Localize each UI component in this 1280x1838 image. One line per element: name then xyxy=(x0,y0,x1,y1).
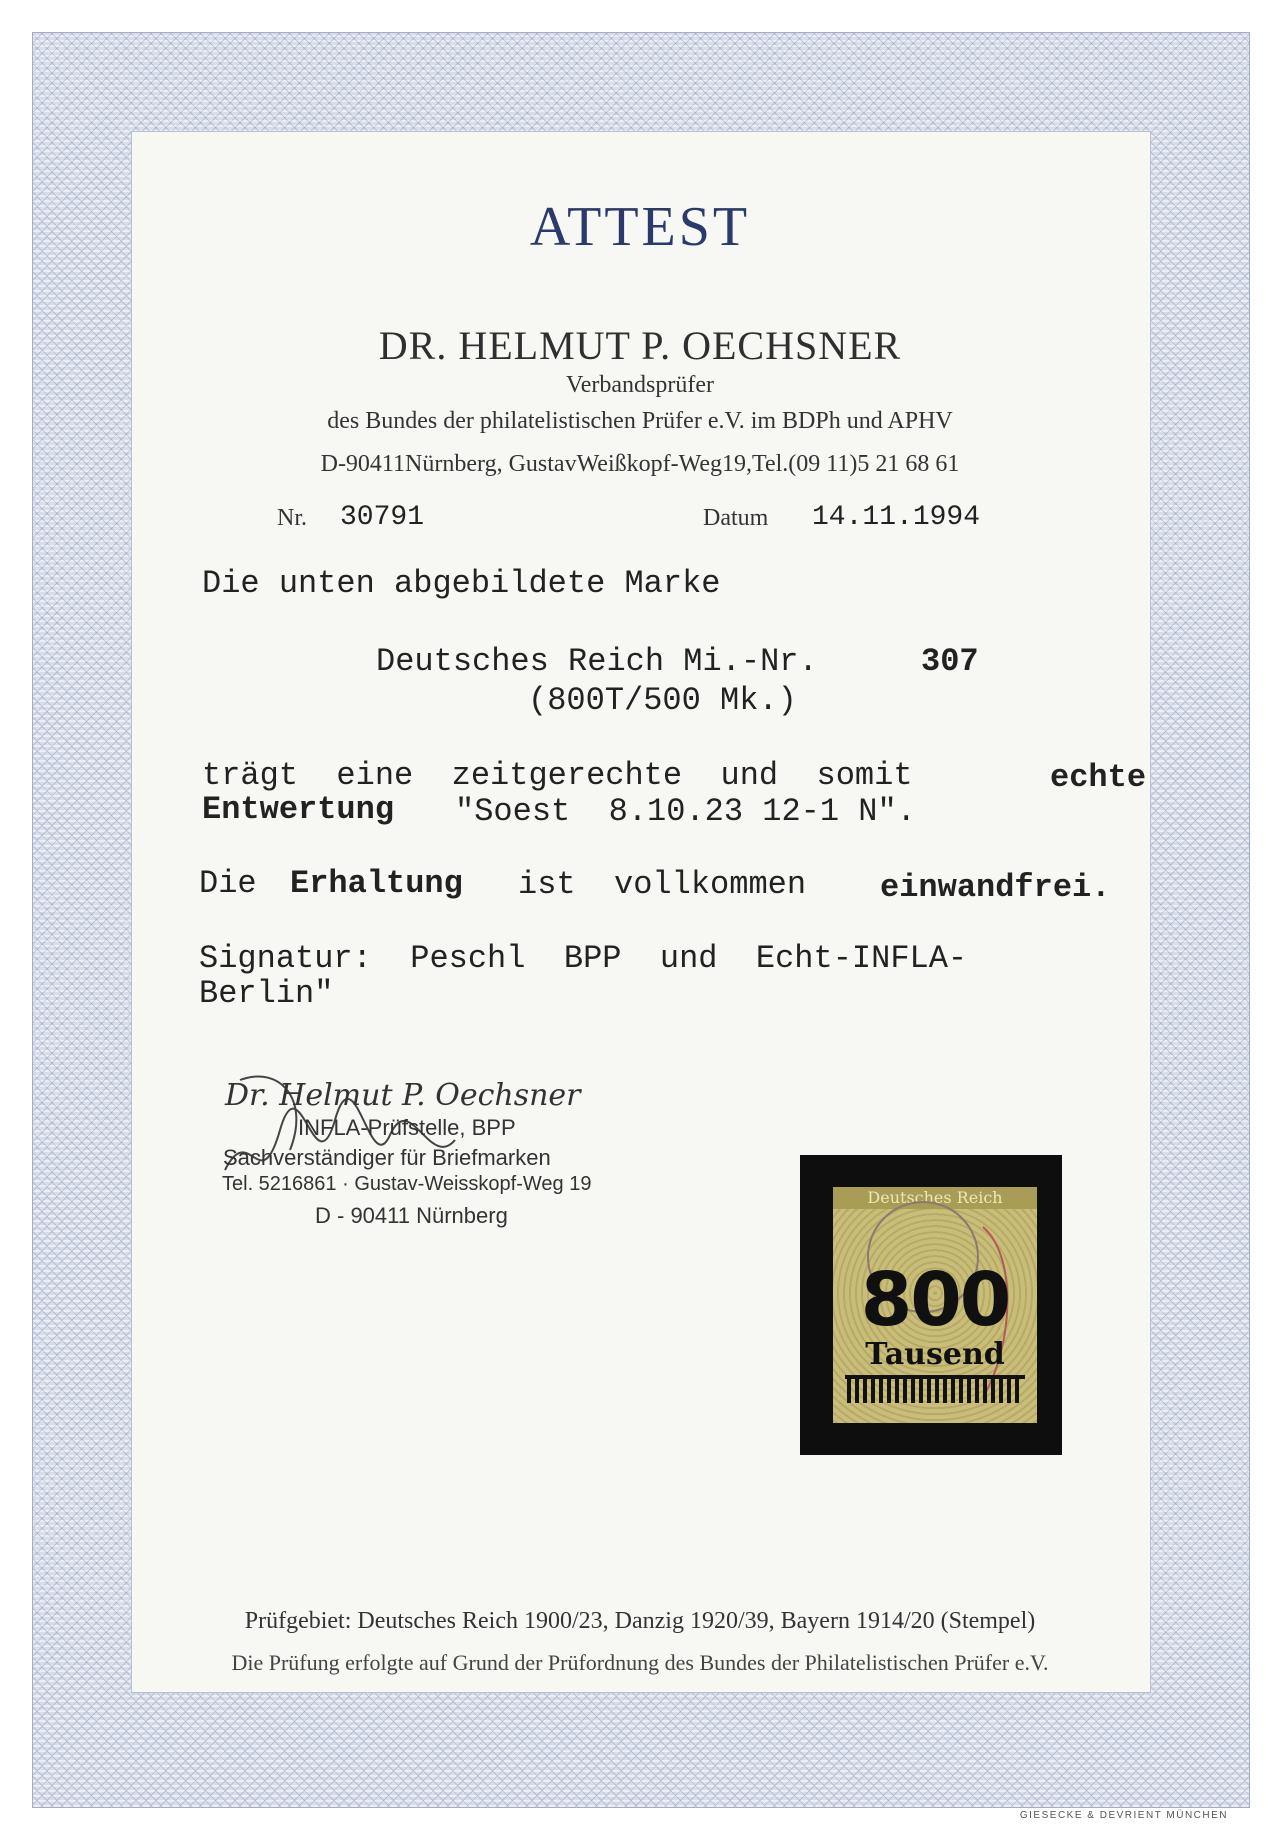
einwandfrei-word: einwandfrei. xyxy=(880,869,1111,906)
stamp-expert: Sachverständiger für Briefmarken xyxy=(223,1145,551,1170)
date-label: Datum xyxy=(703,505,769,531)
examination-scope: Prüfgebiet: Deutsches Reich 1900/23, Danzig 1920/39, Bayern 1914/20 (Stempel) xyxy=(244,1608,1036,1634)
nr-value: 30791 xyxy=(340,502,425,533)
examiner-address: D-90411Nürnberg, GustavWeißkopf-Weg19,Tel.(09 11)5 21 68 61 xyxy=(320,451,960,477)
stamp-overprint-word: Tausend xyxy=(865,1337,1005,1372)
cancel-text: "Soest 8.10.23 12-1 N". xyxy=(455,793,916,830)
stamp-catalog-number: 307 xyxy=(921,643,979,680)
stamp-header: Deutsches Reich xyxy=(833,1187,1037,1209)
date-value: 14.11.1994 xyxy=(812,502,981,533)
erhaltung-word: Erhaltung xyxy=(290,865,463,902)
postage-stamp-image xyxy=(833,1187,1037,1423)
stamp-overprint-value: 800 xyxy=(860,1257,1010,1343)
stamp-value: (800T/500 Mk.) xyxy=(528,682,797,719)
stamp-name: Dr. Helmut P. Oechsner xyxy=(225,1078,581,1113)
signature-line: Signatur: Peschl BPP und Echt-INFLA- xyxy=(199,940,968,977)
certificate-title: ATTEST xyxy=(529,196,751,258)
printer-imprint: GIESECKE & DEVRIENT MÜNCHEN xyxy=(1019,1810,1228,1821)
cancel-intro: trägt eine zeitgerechte und somit xyxy=(202,757,913,794)
body-intro: Die unten abgebildete Marke xyxy=(202,565,721,602)
stamp-catalog: Deutsches Reich Mi.-Nr. xyxy=(376,643,818,680)
signature-line-cont: Berlin" xyxy=(199,975,334,1012)
die-word: Die xyxy=(199,865,257,902)
entwertung-word: Entwertung xyxy=(202,791,395,828)
examiner-stamp-signature xyxy=(220,1060,650,1230)
stamp-contact: Tel. 5216861 · Gustav-Weisskopf-Weg 19 xyxy=(222,1173,592,1195)
condition-text: ist vollkommen xyxy=(518,866,807,903)
stamp-city: D - 90411 Nürnberg xyxy=(315,1203,508,1228)
echte-word: echte xyxy=(1050,759,1147,796)
examiner-name: DR. HELMUT P. OECHSNER xyxy=(378,323,902,368)
nr-label: Nr. xyxy=(277,505,307,531)
examiner-association: des Bundes der philatelistischen Prüfer e.V. im BDPh und APHV xyxy=(327,408,953,434)
examination-basis: Die Prüfung erfolgte auf Grund der Prüfordnung des Bundes der Philatelistischen Prüfer e.V. xyxy=(231,1650,1049,1675)
stamp-office: INFLA-Prüfstelle, BPP xyxy=(298,1115,516,1140)
examiner-role: Verbandsprüfer xyxy=(566,372,714,398)
